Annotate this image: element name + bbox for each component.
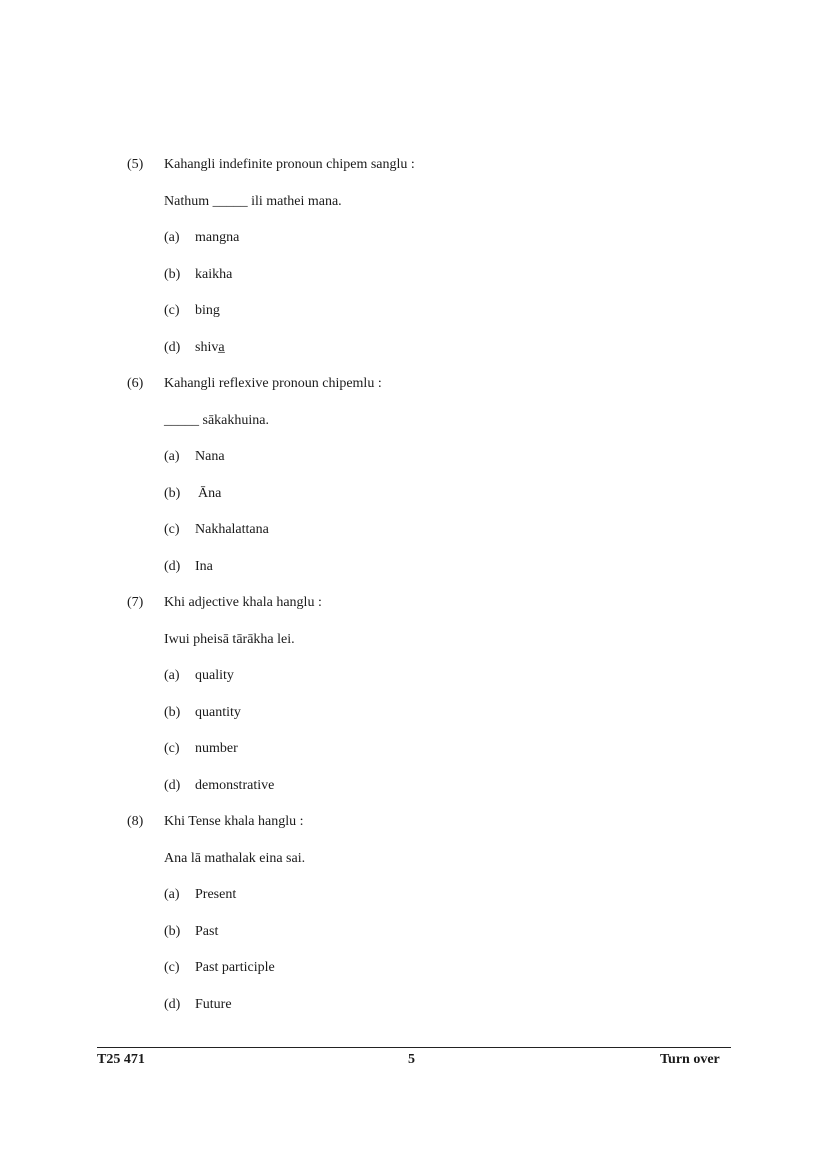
option-letter: (d) bbox=[164, 778, 181, 793]
question-number: (8) bbox=[127, 814, 144, 829]
option-text: Past participle bbox=[195, 960, 275, 975]
option-letter: (a) bbox=[164, 887, 180, 902]
question-sentence: Ana lā mathalak eina sai. bbox=[164, 851, 306, 866]
option-text: Present bbox=[195, 887, 237, 902]
question-prompt: Khi Tense khala hanglu : bbox=[164, 814, 304, 829]
option-letter: (b) bbox=[164, 267, 181, 282]
option-text: Nana bbox=[195, 449, 225, 464]
option-letter: (b) bbox=[164, 486, 181, 501]
question-number: (5) bbox=[127, 157, 144, 172]
option-text: Past bbox=[195, 924, 219, 939]
option-letter: (c) bbox=[164, 303, 180, 318]
option-letter: (d) bbox=[164, 559, 181, 574]
option-letter: (a) bbox=[164, 668, 180, 683]
option-text: Future bbox=[195, 997, 232, 1012]
option-text: Ina bbox=[195, 559, 213, 574]
question-prompt: Khi adjective khala hanglu : bbox=[164, 595, 322, 610]
footer-divider bbox=[97, 1047, 731, 1048]
option-letter: (d) bbox=[164, 340, 181, 355]
option-text: demonstrative bbox=[195, 778, 275, 793]
question-prompt: Kahangli reflexive pronoun chipemlu : bbox=[164, 376, 382, 391]
option-text: Āna bbox=[198, 486, 222, 501]
option-letter: (a) bbox=[164, 449, 180, 464]
question-prompt: Kahangli indefinite pronoun chipem sanglu : bbox=[164, 157, 415, 172]
question-sentence: _____ sākakhuina. bbox=[164, 413, 269, 428]
question-sentence: Nathum _____ ili mathei mana. bbox=[164, 194, 342, 209]
option-letter: (d) bbox=[164, 997, 181, 1012]
option-letter: (b) bbox=[164, 705, 181, 720]
option-letter: (c) bbox=[164, 522, 180, 537]
question-number: (6) bbox=[127, 376, 144, 391]
paper-code: T25 471 bbox=[97, 1052, 145, 1067]
question-number: (7) bbox=[127, 595, 144, 610]
option-text: quality bbox=[195, 668, 234, 683]
turn-over-label: Turn over bbox=[660, 1052, 720, 1067]
page-number: 5 bbox=[408, 1052, 415, 1067]
option-text: mangna bbox=[195, 230, 240, 245]
option-text: shiva̲ bbox=[195, 340, 225, 355]
option-letter: (a) bbox=[164, 230, 180, 245]
option-text: kaikha bbox=[195, 267, 233, 282]
option-letter: (c) bbox=[164, 960, 180, 975]
option-text: Nakhalattana bbox=[195, 522, 269, 537]
option-letter: (c) bbox=[164, 741, 180, 756]
question-sentence: Iwui pheisā tārākha lei. bbox=[164, 632, 295, 647]
option-text: number bbox=[195, 741, 238, 756]
option-letter: (b) bbox=[164, 924, 181, 939]
option-text: quantity bbox=[195, 705, 241, 720]
option-text: bing bbox=[195, 303, 220, 318]
